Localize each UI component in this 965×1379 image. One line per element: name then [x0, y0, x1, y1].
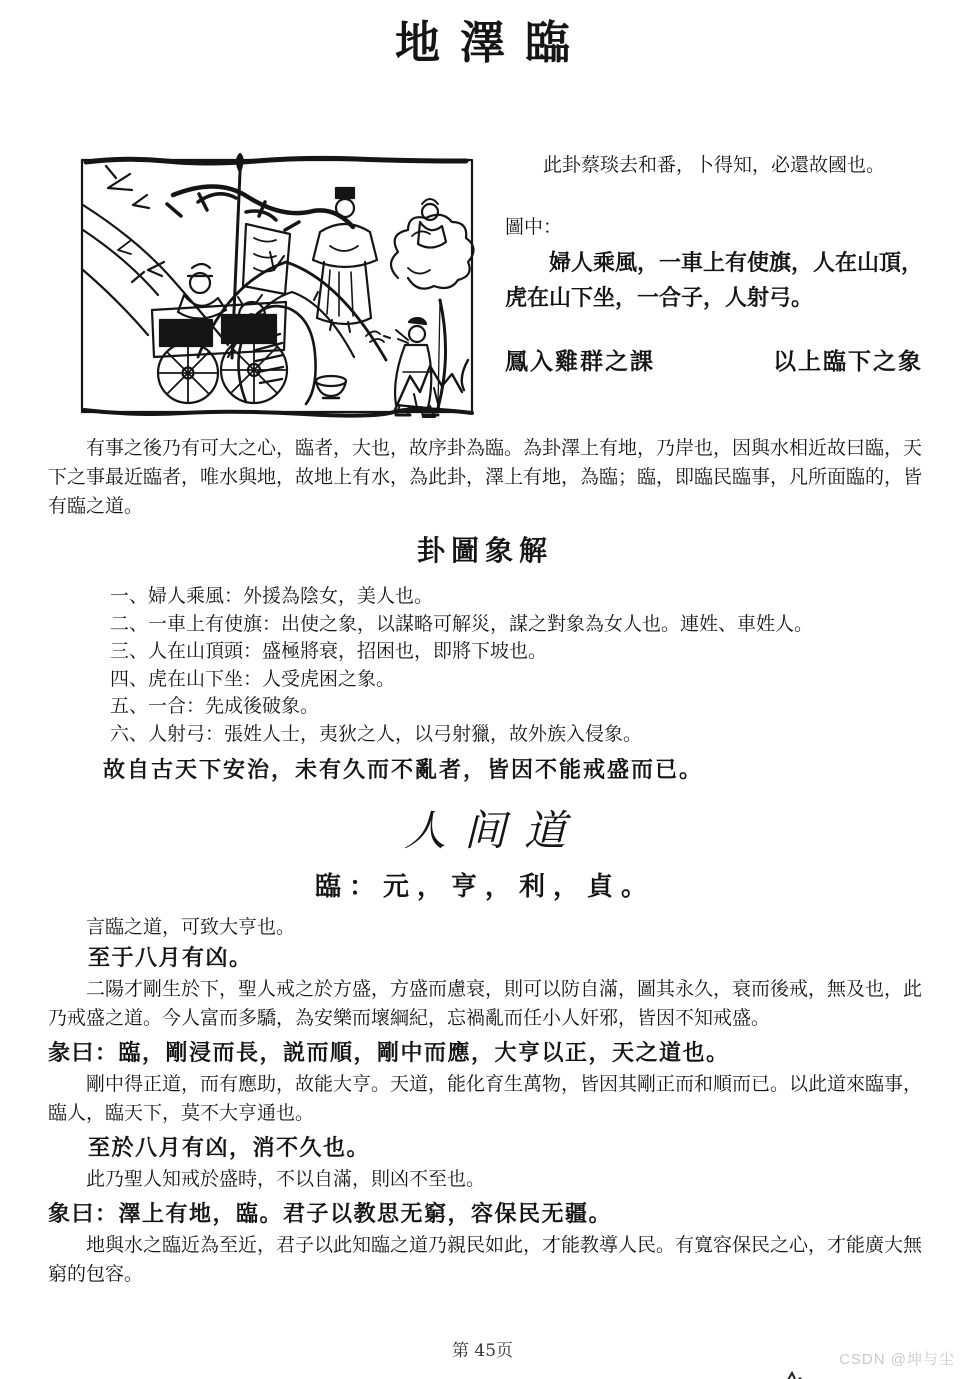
paragraph-zhiyu-bayue-1: 至于八月有凶。 — [88, 945, 253, 971]
gua-tu-list — [48, 583, 922, 748]
list-item: 一、婦人乘風：外援為陰女，美人也。 — [110, 586, 434, 607]
figure-side-column — [505, 152, 923, 376]
list-item: 五、一合：先成後破象。 — [110, 696, 320, 717]
figure-note: 此卦蔡琰去和番，卜得知，必還故國也。 — [543, 155, 886, 176]
section-heading-ren-jian-dao: 人间道 — [403, 806, 584, 855]
judgment-line: 臨：元，亨，利，貞。 — [314, 872, 655, 902]
watermark: CSDN @坤与尘 — [839, 1351, 955, 1368]
tu-zhong-label: 圖中： — [505, 217, 563, 238]
list-item: 四、虎在山下坐：人受虎困之象。 — [110, 668, 396, 690]
paragraph-tuan-commentary: 彖曰：臨，剛浸而長，説而順，剛中而應，大亨以正，天之道也。 — [48, 1040, 730, 1066]
page-edge-artifact — [786, 1368, 804, 1378]
paragraph-di-yu-shui: 地與水之臨近為至近，君子以此知臨之道乃親民如此，才能教導人民。有寬容保民之心，才能廣大無窮的包容。 — [48, 1235, 923, 1285]
gua-tu-conclusion: 故自古天下安治，未有久而不亂者，皆因不能戒盛而已。 — [103, 757, 704, 783]
paragraph-gang-zhong: 剛中得正道，而有應助，故能大亨。天道，能化育生萬物，皆因其剛正而和順而已。以此道來臨事，臨人，臨天下，莫不大亨通也。 — [48, 1074, 923, 1124]
main-text — [48, 434, 922, 1289]
woodcut-illustration-svg — [78, 150, 478, 422]
list-item: 六、人射弓：張姓人士，夷狄之人，以弓射獵，故外族入侵象。 — [110, 723, 643, 745]
section-heading-gua-tu-xiang-jie: 卦圖象解 — [416, 534, 553, 567]
list-item: 三、人在山頂頭：盛極將衰，招困也，即將下坡也。 — [110, 641, 548, 662]
woodcut-illustration — [78, 150, 478, 422]
paragraph-zhiyu-bayue-2: 至於八月有凶，消不久也。 — [88, 1135, 371, 1161]
oracle-phrase-left: 鳳入雞群之課 — [505, 348, 655, 375]
page-number: 第 45页 — [451, 1341, 514, 1361]
page-title: 地澤臨 — [394, 16, 590, 69]
paragraph-er-yang: 二陽才剛生於下，聖人戒之於方盛，方盛而慮衰，則可以防自滿，圖其永久，衰而後戒，無及也，此乃戒盛之道。今人富而多驕，為安樂而壞綱紀，忘禍亂而任小人奸邪，皆因不知戒盛。 — [48, 979, 923, 1029]
paragraph-xiang-commentary: 象曰：澤上有地，臨。君子以教思无窮，容保民无疆。 — [48, 1201, 613, 1227]
list-item: 二、一車上有使旗：出使之象，以謀略可解災，謀之對象為女人也。連姓、車姓人。 — [110, 613, 814, 635]
paragraph-ci-nai: 此乃聖人知戒於盛時，不以自滿，則凶不至也。 — [86, 1169, 486, 1190]
intro-paragraph: 有事之後乃有可大之心，臨者，大也，故序卦為臨。為卦澤上有地，乃岸也，因與水相近故曰臨，天下之事最近臨者，唯水與地，故地上有水，為此卦，澤上有地，為臨；臨，即臨民臨事，凡所面臨的，皆有臨之道。 — [48, 438, 923, 517]
paragraph-yan-lin: 言臨之道，可致大亨也。 — [86, 917, 296, 938]
oracle-phrase-right: 以上臨下之象 — [773, 348, 923, 375]
oracle-line — [505, 348, 923, 376]
figure-description: 婦人乘風，一車上有使旗，人在山頂，虎在山下坐，一合子，人射弓。 — [505, 250, 924, 311]
